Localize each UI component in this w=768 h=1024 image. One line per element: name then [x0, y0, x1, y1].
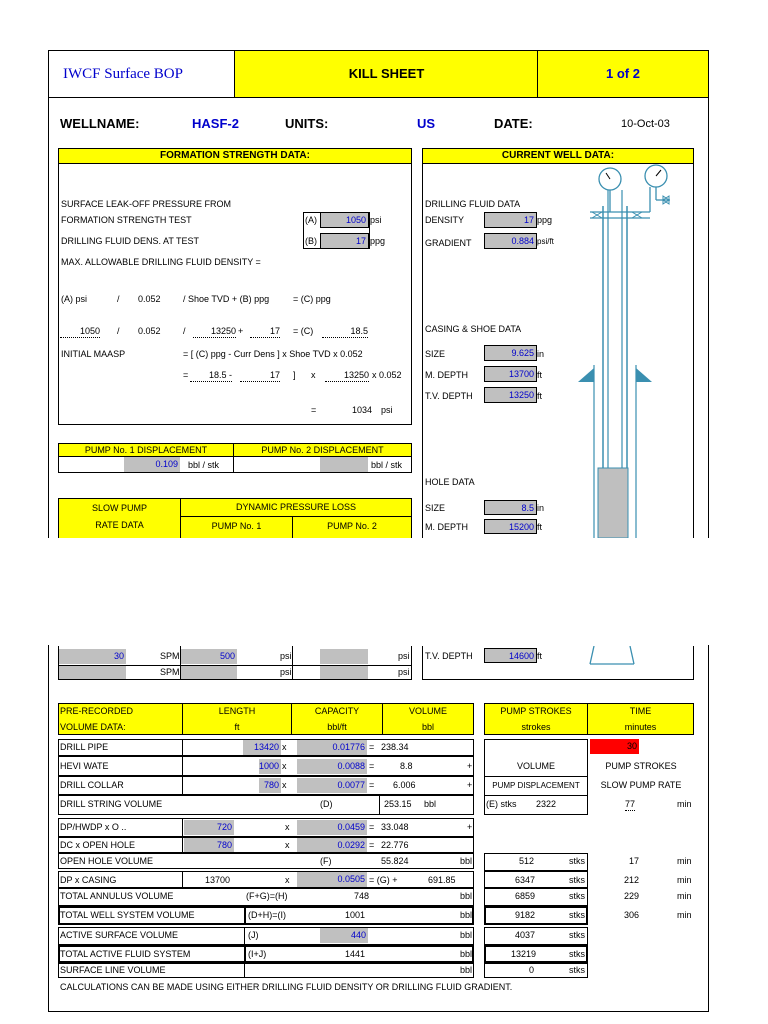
dp-hwdp-label: DP/HWDP x O ..	[60, 822, 127, 832]
total-active-volume: 1441	[345, 949, 366, 959]
units-label: UNITS:	[285, 116, 329, 131]
casing-size-label: SIZE	[425, 349, 446, 359]
casing-md-field[interactable]: 13700	[484, 366, 537, 382]
drill-pipe-x: x	[282, 742, 287, 752]
capacity-unit: bbl/ft	[327, 722, 347, 732]
total-active-label: TOTAL ACTIVE FLUID SYSTEM	[60, 949, 191, 959]
fs-b-unit: ppg	[370, 236, 386, 246]
maasp-tvd: 13250	[325, 370, 369, 382]
open-hole-unit: bbl	[460, 856, 473, 866]
maasp-br: ]	[293, 370, 296, 380]
fs-formula-eq: = (C) ppg	[293, 294, 331, 304]
dp-casing-x: x	[285, 875, 290, 885]
drill-collar-capacity[interactable]: 0.0077	[297, 778, 367, 793]
fs-val-eq: = (C)	[293, 326, 314, 336]
hevi-wate-length[interactable]: 1000	[259, 759, 281, 774]
page-indicator: 1 of 2	[606, 66, 640, 81]
maasp-result-eq: =	[311, 405, 317, 415]
length-unit: ft	[234, 722, 240, 732]
total-well-volume: 1001	[345, 910, 366, 920]
fs-formula-a: (A) psi	[61, 294, 88, 304]
dc-open-hole-eq: =	[369, 840, 375, 850]
pump-strokes-unit: strokes	[521, 722, 551, 732]
hole-tvd-unit: ft	[537, 651, 543, 661]
casing-size-unit: in	[537, 349, 545, 359]
surface-line-unit: bbl	[460, 965, 473, 975]
maasp-unit: psi	[381, 405, 393, 415]
drill-collar-volume: 6.006	[393, 780, 416, 790]
drill-pipe-length[interactable]: 13420	[243, 740, 281, 755]
drill-string-tag: (D)	[320, 799, 333, 809]
maasp-c: 18.5 -	[190, 370, 232, 382]
spm-unit-1: SPM	[160, 651, 180, 661]
as-stks: 4037	[515, 930, 536, 940]
maasp-x: x	[311, 370, 316, 380]
drill-string-volume: 253.15	[384, 799, 412, 809]
maasp-result: 1034	[351, 405, 372, 415]
maasp-eq: =	[183, 370, 189, 380]
fs-line4: MAX. ALLOWABLE DRILLING FLUID DENSITY =	[61, 257, 261, 267]
dynamic-loss-header: DYNAMIC PRESSURE LOSS	[180, 498, 412, 517]
casing-md-unit: ft	[537, 370, 543, 380]
hole-data-label: HOLE DATA	[425, 477, 475, 487]
fs-val-sl: /	[183, 326, 186, 336]
drilling-fluid-label: DRILLING FLUID DATA	[425, 199, 521, 209]
dp-hwdp-eq: =	[369, 822, 375, 832]
oh-stks-unit: stks	[569, 856, 586, 866]
hole-md-label: M. DEPTH	[425, 522, 469, 532]
drill-collar-plus: +	[467, 780, 473, 790]
drill-pipe-volume: 238.34	[381, 742, 409, 752]
psi-unit-4: psi	[398, 667, 410, 677]
open-hole-tag: (F)	[320, 856, 332, 866]
fs-ab-frame	[303, 212, 370, 249]
casing-tvd-unit: ft	[537, 391, 543, 401]
hevi-wate-label: HEVI WATE	[60, 761, 109, 771]
pre-recorded-l2: VOLUME DATA:	[60, 722, 126, 732]
as-stks-unit: stks	[569, 930, 586, 940]
fs-line1: SURFACE LEAK-OFF PRESSURE FROM	[61, 199, 232, 209]
drill-string-stks: 2322	[536, 799, 557, 809]
slow-pump-psi-2[interactable]	[181, 666, 237, 679]
drill-pipe-capacity[interactable]: 0.01776	[297, 740, 367, 755]
gradient-label: GRADIENT	[425, 238, 472, 248]
casing-tvd-label: T.V. DEPTH	[425, 391, 473, 401]
psi-unit-2: psi	[398, 651, 410, 661]
wellbore-diagram	[570, 160, 694, 538]
oh-min: 17	[629, 856, 640, 866]
pump1-disp-unit: bbl / stk	[188, 460, 220, 470]
dp-casing-capacity[interactable]: 0.0505	[297, 872, 367, 887]
dc-open-hole-length[interactable]: 780	[184, 838, 234, 852]
dp-casing-volume: 691.85	[428, 875, 456, 885]
hole-tvd-label: T.V. DEPTH	[425, 651, 473, 661]
dp-casing-length: 13700	[205, 875, 231, 885]
taf-stks-unit: stks	[569, 949, 586, 959]
fs-val-b: 17	[250, 326, 280, 338]
pump1-disp-field[interactable]: 0.109	[124, 457, 180, 472]
oh-min-unit: min	[677, 856, 692, 866]
total-active-tag: (I+J)	[248, 949, 267, 959]
date-value: 10-Oct-03	[621, 118, 670, 130]
date-label: DATE:	[494, 116, 533, 131]
volume-label: VOLUME	[408, 706, 447, 716]
fs-val-a: 1050	[60, 326, 100, 338]
slow-pump-l2: RATE DATA	[95, 520, 144, 530]
pump2-disp-field[interactable]	[320, 457, 368, 472]
hevi-wate-eq: =	[369, 761, 375, 771]
wellbore-diagram-bottom	[588, 646, 640, 666]
length-label: LENGTH	[218, 706, 256, 716]
surface-line-label: SURFACE LINE VOLUME	[60, 965, 166, 975]
dp-casing-eq: = (G) +	[369, 875, 398, 885]
oh-stks: 512	[519, 856, 535, 866]
density-label: DENSITY	[425, 215, 465, 225]
open-hole-volume: 55.824	[381, 856, 409, 866]
psi-unit-1: psi	[280, 651, 292, 661]
ta-stks: 6859	[515, 891, 536, 901]
sl-stks-unit: stks	[569, 965, 586, 975]
total-well-unit: bbl	[460, 910, 473, 920]
open-hole-label: OPEN HOLE VOLUME	[60, 856, 154, 866]
fs-val-div: /	[117, 326, 120, 336]
casing-shoe-label: CASING & SHOE DATA	[425, 324, 522, 334]
pump1-disp-header: PUMP No. 1 DISPLACEMENT	[58, 443, 234, 457]
dp-hwdp-plus: +	[467, 822, 473, 832]
ta-stks-unit: stks	[569, 891, 586, 901]
drill-collar-eq: =	[369, 780, 375, 790]
fs-formula-div: /	[117, 294, 120, 304]
units-value: US	[417, 116, 436, 131]
dph-vol-frame	[182, 818, 474, 837]
test-density-field[interactable]: 17	[320, 233, 369, 249]
total-annulus-label: TOTAL ANNULUS VOLUME	[60, 891, 174, 901]
drill-pipe-label: DRILL PIPE	[60, 742, 109, 752]
tw-stks: 9182	[515, 910, 536, 920]
time-red-value: 30	[626, 741, 637, 751]
ta-min-unit: min	[677, 891, 692, 901]
dp-hwdp-length[interactable]: 720	[184, 820, 234, 835]
active-surface-tag: (J)	[248, 930, 259, 940]
ta-min: 229	[624, 891, 640, 901]
current-well-header: CURRENT WELL DATA:	[422, 148, 694, 164]
time-unit: minutes	[624, 722, 657, 732]
hevi-wate-x: x	[282, 761, 287, 771]
formation-header: FORMATION STRENGTH DATA:	[58, 148, 412, 164]
dp-hwdp-volume: 33.048	[381, 822, 409, 832]
spm-unit-2: SPM	[160, 667, 180, 677]
maasp-label: INITIAL MAASP	[61, 349, 126, 359]
brand-title: IWCF Surface BOP	[63, 66, 183, 82]
volume-unit: bbl	[421, 722, 434, 732]
slow-pump2-psi-1[interactable]	[320, 649, 368, 664]
fs-val-result: 18.5	[322, 326, 368, 338]
gradient-field[interactable]: 0.884	[484, 233, 537, 249]
tw-min: 306	[624, 910, 640, 920]
fs-line2: FORMATION STRENGTH TEST	[61, 215, 192, 225]
dc-open-hole-x: x	[285, 840, 290, 850]
kill-sheet-title: KILL SHEET	[348, 66, 425, 81]
fs-val-const: 0.052	[138, 326, 161, 336]
active-surface-unit: bbl	[460, 930, 473, 940]
hole-md-field[interactable]: 15200	[484, 519, 537, 534]
dpc-stks: 6347	[515, 875, 536, 885]
fs-a-tag: (A)	[305, 215, 317, 225]
fs-formula-shoe: / Shoe TVD + (B) ppg	[183, 294, 270, 304]
dp-hwdp-capacity[interactable]: 0.0459	[297, 820, 367, 835]
psi-unit-3: psi	[280, 667, 292, 677]
pre-recorded-l1: PRE-RECORDED	[60, 706, 134, 716]
slow-pump-psi-1[interactable]: 500	[181, 649, 237, 664]
dp-casing-label: DP x CASING	[60, 875, 117, 885]
tw-stks-unit: stks	[569, 910, 586, 920]
pump2-disp-header: PUMP No. 2 DISPLACEMENT	[233, 443, 412, 457]
fs-val-plus: +	[238, 326, 244, 336]
dp-hwdp-x: x	[285, 822, 290, 832]
taf-stks: 13219	[511, 949, 537, 959]
pump2-header: PUMP No. 2	[292, 516, 412, 538]
leak-off-pressure-field[interactable]: 1050	[320, 212, 369, 228]
total-well-label: TOTAL WELL SYSTEM VOLUME	[60, 910, 195, 920]
sl-stks: 0	[529, 965, 535, 975]
drill-string-min: 77	[625, 799, 636, 809]
drill-pipe-eq: =	[369, 742, 375, 752]
row-dp-casing	[58, 871, 474, 888]
wellname-value: HASF-2	[192, 116, 239, 131]
hole-size-unit: in	[537, 503, 545, 513]
slow-pump-spm-2[interactable]	[59, 666, 126, 679]
volume-formula-label: VOLUME	[516, 761, 555, 771]
wellname-label: WELLNAME:	[60, 116, 140, 131]
drill-collar-x: x	[282, 780, 287, 790]
fs-formula-const: 0.052	[138, 294, 161, 304]
pump-strokes-label: PUMP STROKES	[500, 706, 572, 716]
active-surface-volume[interactable]: 440	[320, 928, 368, 943]
tw-min-unit: min	[677, 910, 692, 920]
hole-tvd-field[interactable]: 14600	[484, 648, 537, 663]
density-field[interactable]: 17	[484, 212, 537, 228]
pump2-disp-unit: bbl / stk	[371, 460, 403, 470]
casing-md-label: M. DEPTH	[425, 370, 469, 380]
hw-vol-frame	[182, 756, 474, 776]
drill-string-unit: bbl	[424, 799, 437, 809]
total-active-unit: bbl	[460, 949, 473, 959]
dpc-min-unit: min	[677, 875, 692, 885]
fs-b-tag: (B)	[305, 236, 317, 246]
dco-vol-frame	[182, 837, 474, 853]
pump-disp-formula-label: PUMP DISPLACEMENT	[492, 781, 580, 790]
total-annulus-volume: 748	[354, 891, 370, 901]
dc-open-hole-volume: 22.776	[381, 840, 409, 850]
dc-vol-frame	[182, 776, 474, 795]
dpc-stks-unit: stks	[569, 875, 586, 885]
dc-open-hole-label: DC x OPEN HOLE	[60, 840, 136, 850]
hevi-wate-capacity[interactable]: 0.0088	[297, 759, 367, 774]
total-annulus-unit: bbl	[460, 891, 473, 901]
drill-string-label: DRILL STRING VOLUME	[60, 799, 163, 809]
active-surface-label: ACTIVE SURFACE VOLUME	[60, 930, 179, 940]
slow-pump-spm-1[interactable]: 30	[59, 649, 126, 664]
density-unit: ppg	[537, 215, 553, 225]
drill-string-min-unit: min	[677, 799, 692, 809]
total-annulus-tag: (F+G)=(H)	[246, 891, 288, 901]
maasp-formula: = [ (C) ppg - Curr Dens ] x Shoe TVD x 0.052	[183, 349, 363, 359]
pump-strokes-formula-label: PUMP STROKES	[605, 761, 677, 771]
fs-line3: DRILLING FLUID DENS. AT TEST	[61, 236, 200, 246]
time-label: TIME	[629, 706, 652, 716]
capacity-label: CAPACITY	[314, 706, 360, 716]
footer-note: CALCULATIONS CAN BE MADE USING EITHER DRILLING FLUID DENSITY OR DRILLING FLUID GRADIENT.	[60, 982, 513, 992]
maasp-d: 17	[240, 370, 280, 382]
gradient-unit: psi/ft	[537, 237, 554, 246]
hevi-wate-volume: 8.8	[400, 761, 413, 771]
pump1-header: PUMP No. 1	[180, 516, 293, 538]
slow-pump2-psi-2[interactable]	[320, 666, 368, 679]
hole-size-label: SIZE	[425, 503, 446, 513]
hole-md-unit: ft	[537, 522, 543, 532]
dp-vol-frame	[182, 739, 474, 756]
drill-collar-length[interactable]: 780	[259, 778, 281, 793]
dpc-min: 212	[624, 875, 640, 885]
total-well-tag: (D+H)=(I)	[248, 910, 286, 920]
hevi-wate-plus: +	[467, 761, 473, 771]
drill-collar-label: DRILL COLLAR	[60, 780, 124, 790]
fs-val-shoe: 13250	[193, 326, 236, 338]
slow-rate-formula-label: SLOW PUMP RATE	[600, 780, 682, 790]
casing-tvd-field[interactable]: 13250	[484, 387, 537, 403]
maasp-k: x 0.052	[372, 370, 402, 380]
fs-a-unit: psi	[370, 215, 382, 225]
dc-open-hole-capacity[interactable]: 0.0292	[297, 838, 367, 852]
casing-size-field[interactable]: 9.625	[484, 345, 537, 361]
drill-string-stks-label: (E) stks	[486, 799, 517, 809]
hole-size-field[interactable]: 8.5	[484, 500, 537, 515]
slow-pump-l1: SLOW PUMP	[91, 503, 147, 513]
